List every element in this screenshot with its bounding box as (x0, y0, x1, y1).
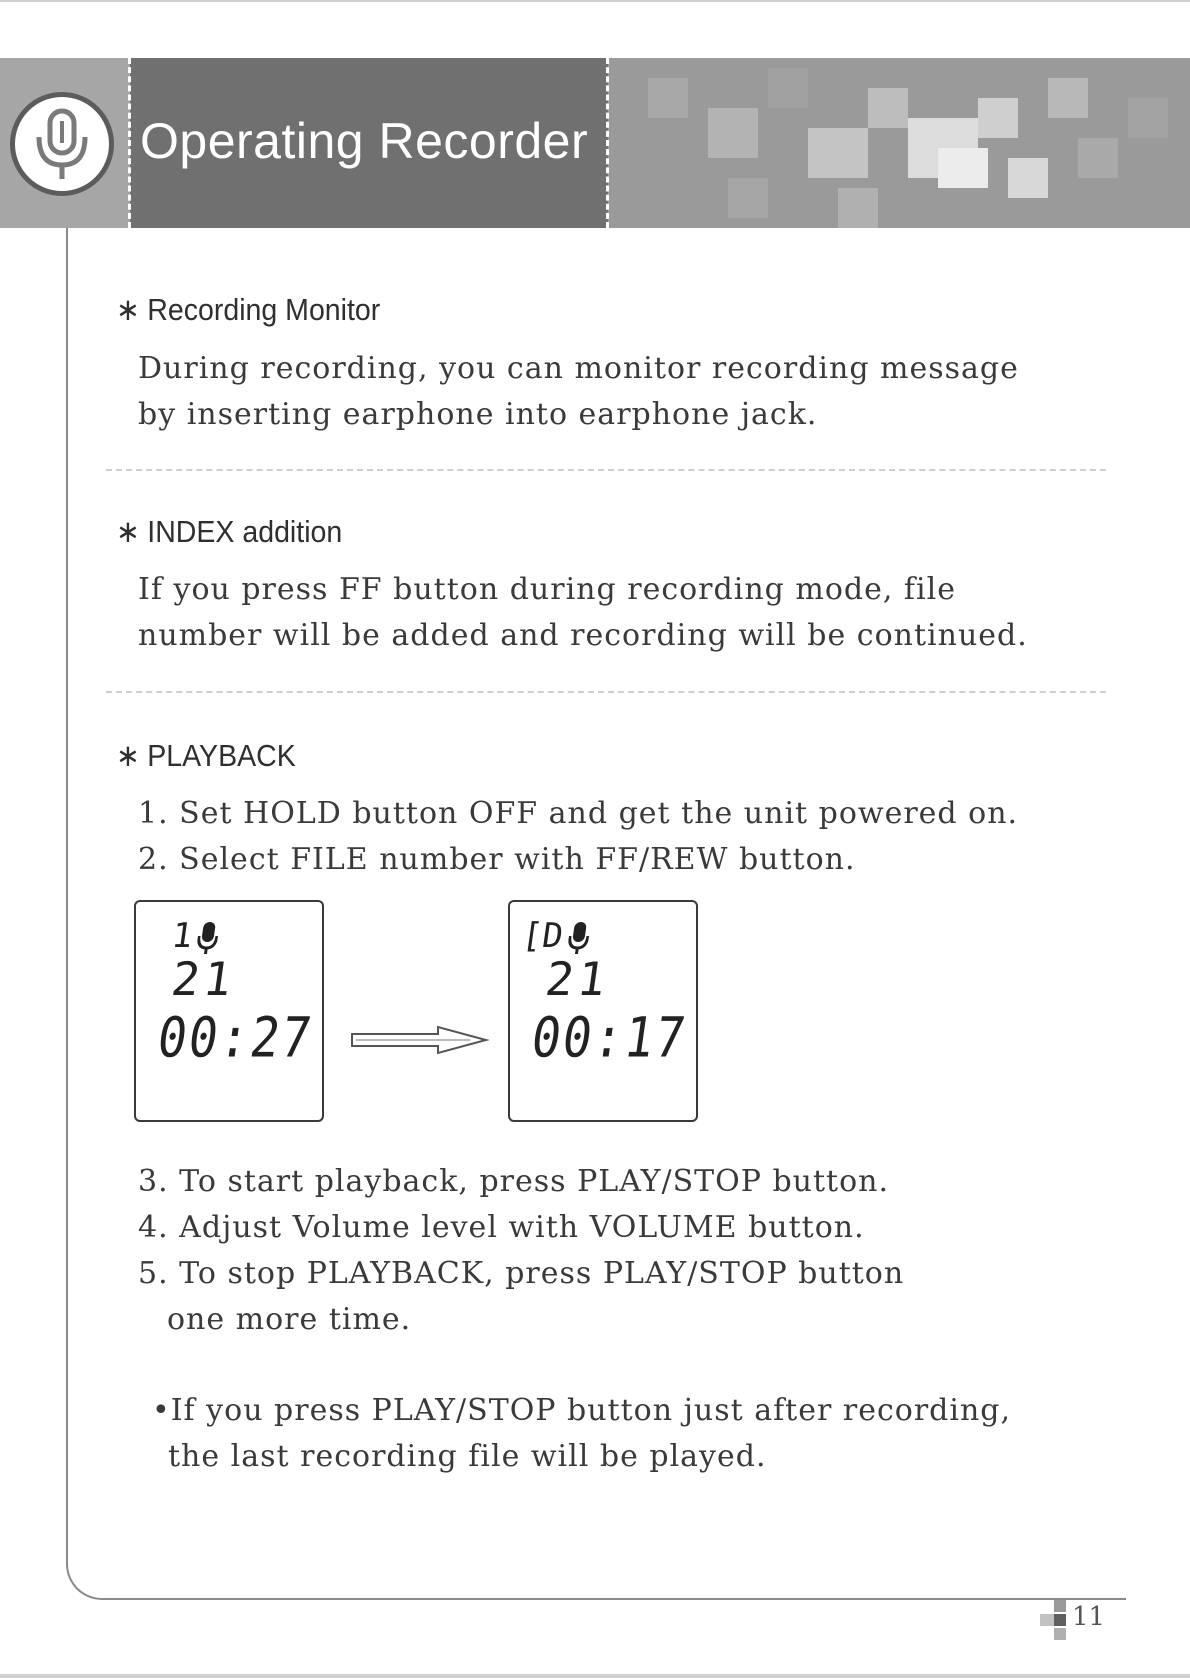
lcd-time: 00:27 (152, 1005, 317, 1071)
section-heading-index-addition: ∗ INDEX addition (116, 514, 343, 549)
banner-dashed-divider-right (606, 58, 609, 228)
monitor-line-1: During recording, you can monitor recording message (138, 351, 1019, 386)
bottom-rule (0, 1674, 1190, 1678)
playback-step-5: 5. To stop PLAYBACK, press PLAY/STOP button (138, 1256, 905, 1291)
lcd-display-before (134, 900, 324, 1122)
lcd-top-row: 1 (169, 916, 221, 956)
mic-icon (196, 922, 220, 954)
banner-dashed-divider-left (128, 58, 131, 228)
monitor-line-2: by inserting earphone into earphone jack. (138, 397, 818, 432)
lcd-time: 00:17 (526, 1005, 691, 1071)
page-number: 11 (1072, 1602, 1106, 1632)
mic-icon (566, 922, 590, 954)
banner-pixel-panel (608, 58, 1190, 228)
section-heading-recording-monitor: ∗ Recording Monitor (116, 292, 381, 327)
section-separator (106, 691, 1106, 693)
playback-step-4: 4. Adjust Volume level with VOLUME button. (138, 1210, 865, 1245)
page-title: Operating Recorder (140, 113, 589, 169)
microphone-icon (10, 92, 114, 196)
lcd-display-after (508, 900, 698, 1122)
header-banner (0, 58, 1190, 228)
section-separator (106, 469, 1106, 471)
page-corner-mark-icon (1038, 1600, 1070, 1642)
lcd-top-row: [D (519, 916, 592, 956)
index-line-2: number will be added and recording will be continued. (138, 618, 1028, 653)
index-line-1: If you press FF button during recording mode, file (138, 572, 956, 607)
top-rule (0, 0, 1190, 2)
section-heading-playback: ∗ PLAYBACK (116, 738, 296, 773)
playback-note-line-1: •If you press PLAY/STOP button just after recording, (152, 1393, 1012, 1428)
playback-step-5-continued: one more time. (167, 1302, 412, 1337)
playback-step-2: 2. Select FILE number with FF/REW button. (138, 842, 856, 877)
lcd-file-number: 21 (168, 952, 240, 1006)
lcd-file-number: 21 (542, 952, 614, 1006)
right-arrow-icon (350, 1025, 490, 1055)
playback-step-3: 3. To start playback, press PLAY/STOP button. (138, 1164, 890, 1199)
playback-note-line-2: the last recording file will be played. (168, 1439, 767, 1474)
playback-step-1: 1. Set HOLD button OFF and get the unit powered on. (138, 796, 1019, 831)
